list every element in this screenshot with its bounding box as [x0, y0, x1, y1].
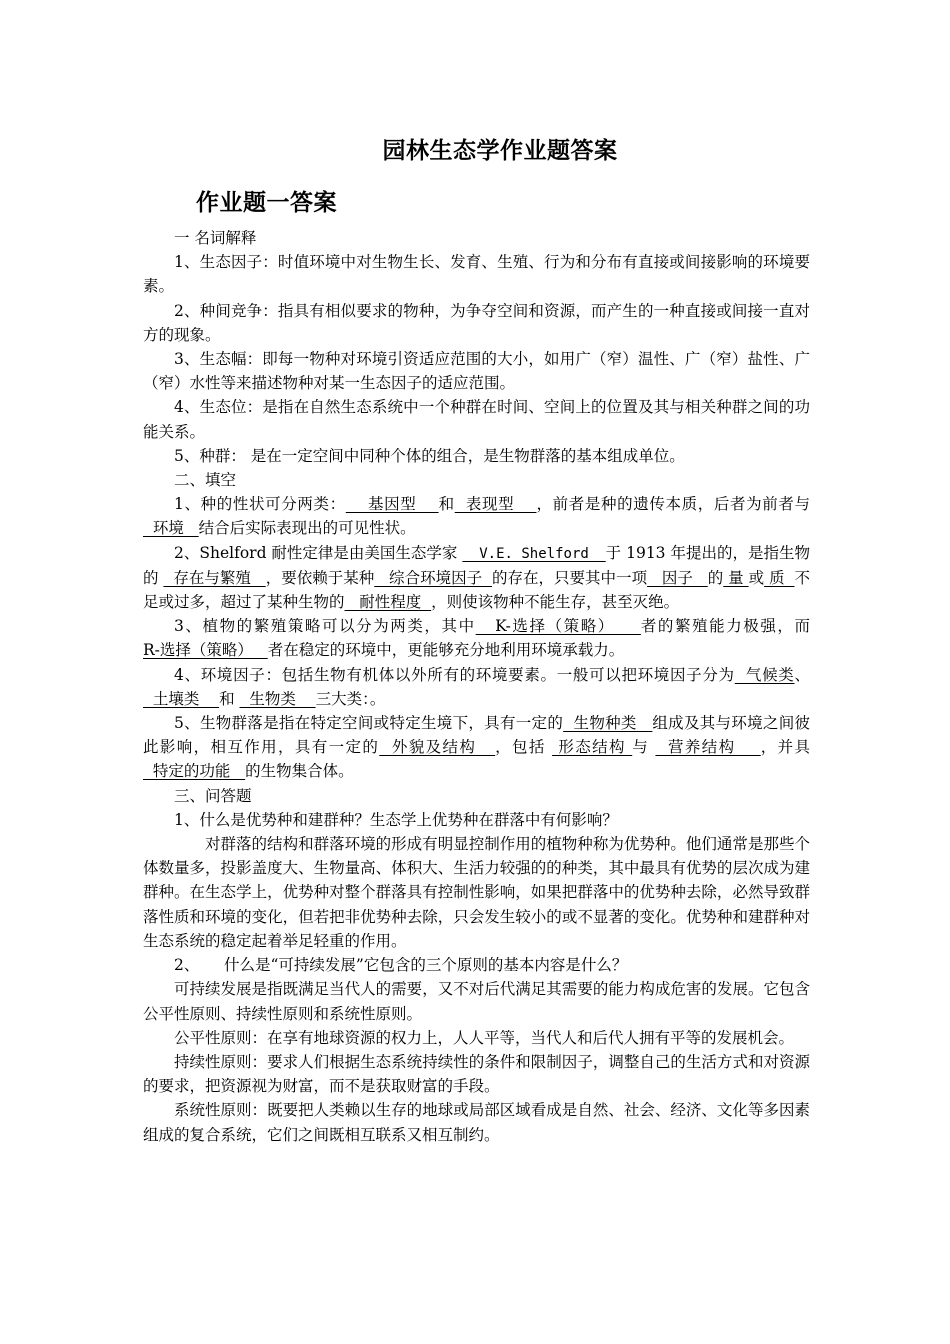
question-text: ，并具 [760, 738, 810, 757]
fill-blank-question-4 [143, 663, 810, 711]
document-subtitle: 作业题一答案 [196, 190, 337, 216]
answer-blank: 形态结构 [552, 738, 633, 757]
fill-blank-question-3 [143, 614, 810, 662]
question-text: 三大类：。 [315, 689, 386, 708]
question-text: 2、Shelford 耐性定律是由美国生态学家 [174, 543, 463, 562]
question-text: 5、生物群落是指在特定空间或特定生境下，具有一定的 [174, 714, 564, 733]
question-text: 者在稳定的环境中，更能够充分地利用环境承载力。 [267, 641, 625, 660]
question-text: 与 [632, 738, 656, 757]
definition-item: 3、生态幅：即每一物种对环境引资适应范围的大小，如用广（窄）温性、广（窄）盐性、广（窄）水性等来描述物种对某一生态因子的适应范围。 [143, 350, 810, 393]
question-text: 、 [794, 665, 810, 684]
answer-blank: 外貌及结构 [379, 738, 496, 757]
answer-blank: R-选择（策略） [143, 641, 268, 660]
answer-blank: K-选择（策略） [475, 617, 641, 636]
question-text: ，包括 [495, 738, 553, 757]
section-heading-qa: 三、问答题 [174, 786, 252, 805]
answer-blank: V.E. Shelford [462, 545, 606, 562]
question-text: ，前者是种的遗传本质，后者为前者与 [536, 495, 810, 514]
answer-blank: 生物种类 [563, 714, 653, 733]
answer-blank: 存在与繁殖 [163, 568, 266, 587]
answer-blank: 因子 [647, 568, 708, 587]
answer-blank: 质 [764, 568, 795, 587]
answer-blank: 生物类 [239, 689, 316, 708]
document-title: 园林生态学作业题答案 [382, 138, 618, 164]
question-text: 3、植物的繁殖策略可以分为两类，其中 [174, 617, 476, 636]
question-text: 于 1913 年提出的，是指生物的 [143, 543, 810, 587]
qa-question-2: 2、 什么是“可持续发展”它包含的三个原则的基本内容是什么？ [174, 956, 628, 975]
question-text: 和 [438, 495, 455, 514]
question-text: 不足或过多，超过了某种生物的 [143, 568, 810, 612]
definition-item: 4、生态位：是指在自然生态系统中一个种群在时间、空间上的位置及其与相关种群之间的功能关系。 [143, 398, 810, 441]
question-text: 组成及其与环境之间彼此影响，相互作用，具有一定的 [143, 714, 810, 757]
question-text: 结合后实际表现出的可见性状。 [198, 519, 416, 538]
question-text: 和 [219, 689, 240, 708]
answer-blank: 量 [723, 568, 749, 587]
question-text: 或 [748, 568, 765, 587]
definition-item: 5、种群： 是在一定空间中同种个体的组合，是生物群落的基本组成单位。 [174, 446, 685, 465]
question-text: 者的繁殖能力极强，而 [640, 617, 810, 636]
qa-question-1: 1、什么是优势种和建群种？生态学上优势种在群落中有何影响？ [174, 810, 618, 829]
fill-blank-question-5 [143, 711, 810, 784]
question-text: ，则使该物种不能生存，甚至灭绝。 [431, 593, 680, 612]
definition-item: 1、生态因子：时值环境中对生物生长、发育、生殖、行为和分布有直接或间接影响的环境要素。 [143, 253, 810, 296]
question-text: 的 [707, 568, 724, 587]
question-text: 4、环境因子：包括生物有机体以外所有的环境要素。一般可以把环境因子分为 [174, 665, 735, 684]
answer-blank: 综合环境因子 [374, 568, 492, 587]
definition-item: 2、种间竞争：指具有相似要求的物种，为争夺空间和资源，而产生的一种直接或间接一直对方的现象。 [143, 301, 810, 344]
qa-answer-2-fairness: 公平性原则：在享有地球资源的权力上，人人平等，当代人和后代人拥有平等的发展机会。 [174, 1028, 795, 1047]
qa-answer-2-sustainability: 持续性原则：要求人们根据生态系统持续性的条件和限制因子，调整自己的生活方式和对资源的要求，把资源视为财富，而不是获取财富的手段。 [143, 1052, 810, 1096]
qa-answer-2-intro: 可持续发展是指既满足当代人的需要，又不对后代满足其需要的能力构成危害的发展。它包含公平性原则、持续性原则和系统性原则。 [143, 980, 810, 1023]
fill-blank-question-2 [143, 541, 810, 615]
answer-blank: 土壤类 [143, 689, 220, 708]
answer-blank: 营养结构 [655, 738, 761, 757]
answer-blank: 耐性程度 [344, 593, 432, 612]
fill-blank-question-1 [143, 492, 810, 540]
question-text: 的存在，只要其中一项 [491, 568, 648, 587]
section-heading-definitions: 一 名词解释 [174, 229, 257, 247]
answer-blank: 特定的功能 [143, 762, 246, 781]
answer-blank: 基因型 [345, 495, 439, 514]
question-text: ，要依赖于某种 [265, 568, 375, 587]
answer-blank: 气候类 [734, 665, 795, 684]
qa-answer-1: 对群落的结构和群落环境的形成有明显控制作用的植物种称为优势种。他们通常是那些个体数量多，投影盖度大、生物量高、体积大、生活力较强的的种类，其中最具有优势的层次成为建群种。在生态学上，优势种对整个群落具有控制性影响，如果把群落中的优势种去除，必然导致群落性质和环境的变化，但若把非优势种去除，只会发生较小的或不显著的变化。优势种和建群种对生态系统的稳定起着举足轻重的作用。 [143, 835, 810, 950]
question-text: 1、种的性状可分两类： [174, 495, 346, 514]
qa-answer-2-system: 系统性原则：既要把人类赖以生存的地球或局部区域看成是自然、社会、经济、文化等多因素组成的复合系统，它们之间既相互联系又相互制约。 [143, 1101, 810, 1144]
answer-blank: 环境 [143, 519, 199, 538]
document-body [143, 226, 810, 1147]
section-heading-fill-blanks: 二、填空 [174, 471, 237, 490]
question-text: 的生物集合体。 [245, 762, 354, 781]
answer-blank: 表现型 [454, 495, 537, 514]
